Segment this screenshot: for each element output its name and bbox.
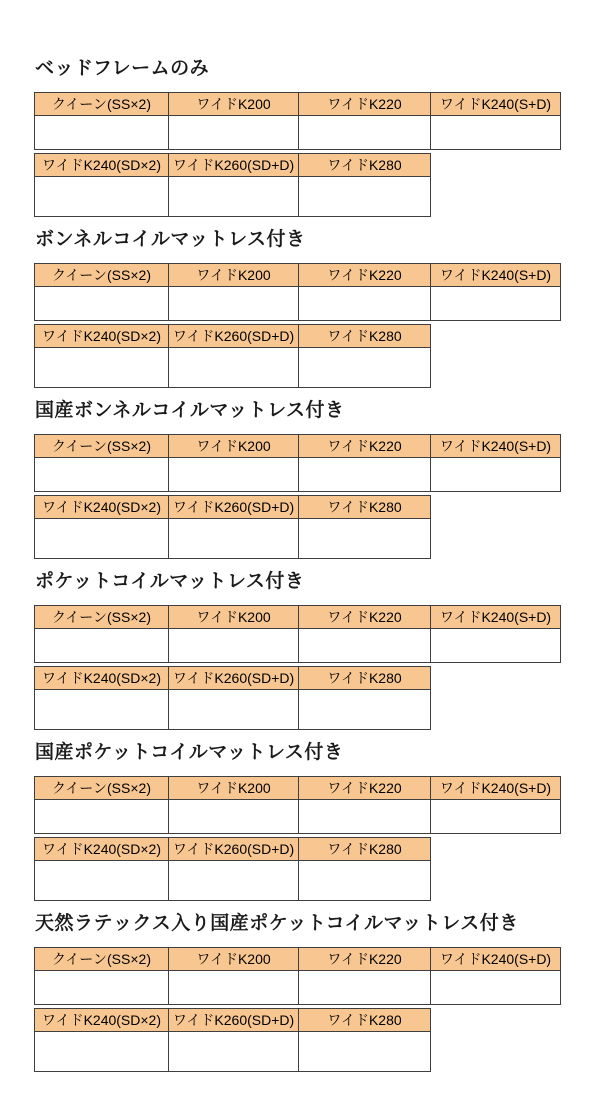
price-cell [169, 861, 299, 901]
price-cell [35, 971, 169, 1005]
price-cell [169, 116, 299, 150]
size-header-queen-ssx2: クイーン(SS×2) [35, 435, 169, 458]
size-header-wide-k280: ワイドK280 [299, 1009, 431, 1032]
size-header-queen-ssx2: クイーン(SS×2) [35, 777, 169, 800]
price-cell [169, 971, 299, 1005]
size-header-row [35, 606, 561, 629]
price-cell [35, 800, 169, 834]
price-row [35, 1032, 431, 1072]
price-cell [35, 177, 169, 217]
section-domestic-pocket-coil-mattress [34, 740, 600, 901]
size-header-row [35, 325, 431, 348]
size-price-table-bottom [34, 153, 431, 217]
section-latex-domestic-pocket-coil-mattress [34, 911, 600, 1072]
price-cell [35, 348, 169, 388]
size-header-wide-k280: ワイドK280 [299, 667, 431, 690]
price-cell [431, 800, 561, 834]
price-cell [169, 177, 299, 217]
price-cell [169, 1032, 299, 1072]
price-row [35, 348, 431, 388]
price-cell [35, 519, 169, 559]
size-header-row [35, 264, 561, 287]
price-cell [35, 116, 169, 150]
size-header-wide-k260-sd-d: ワイドK260(SD+D) [169, 838, 299, 861]
price-cell [299, 458, 431, 492]
size-header-wide-k280: ワイドK280 [299, 325, 431, 348]
price-cell [35, 861, 169, 901]
price-cell [299, 116, 431, 150]
price-cell [169, 348, 299, 388]
section-title: 国産ボンネルコイルマットレス付き [35, 400, 345, 421]
size-header-wide-k240-s-d: ワイドK240(S+D) [431, 93, 561, 116]
price-cell [299, 287, 431, 321]
size-price-table-bottom [34, 666, 431, 730]
size-header-row [35, 1009, 431, 1032]
size-header-wide-k220: ワイドK220 [299, 435, 431, 458]
size-header-row [35, 435, 561, 458]
size-header-wide-k240-sdx2: ワイドK240(SD×2) [35, 1009, 169, 1032]
size-price-table-top [34, 776, 561, 834]
size-header-wide-k240-sdx2: ワイドK240(SD×2) [35, 154, 169, 177]
size-header-wide-k260-sd-d: ワイドK260(SD+D) [169, 154, 299, 177]
size-price-table-top [34, 263, 561, 321]
section-title: 国産ポケットコイルマットレス付き [35, 742, 344, 763]
size-header-wide-k260-sd-d: ワイドK260(SD+D) [169, 667, 299, 690]
price-cell [35, 629, 169, 663]
size-header-wide-k220: ワイドK220 [299, 948, 431, 971]
section-domestic-bonnell-coil-mattress [34, 398, 600, 559]
size-price-table-bottom [34, 1008, 431, 1072]
size-header-wide-k220: ワイドK220 [299, 93, 431, 116]
price-row [35, 861, 431, 901]
size-header-wide-k240-sdx2: ワイドK240(SD×2) [35, 667, 169, 690]
price-cell [169, 287, 299, 321]
size-header-wide-k220: ワイドK220 [299, 777, 431, 800]
size-header-wide-k280: ワイドK280 [299, 838, 431, 861]
section-title: ベッドフレームのみ [35, 58, 210, 79]
size-header-wide-k280: ワイドK280 [299, 154, 431, 177]
price-cell [169, 690, 299, 730]
price-cell [35, 1032, 169, 1072]
size-header-row [35, 667, 431, 690]
section-bonnell-coil-mattress [34, 227, 600, 388]
section-title: ボンネルコイルマットレス付き [35, 229, 306, 250]
size-price-table-bottom [34, 324, 431, 388]
size-header-wide-k240-s-d: ワイドK240(S+D) [431, 264, 561, 287]
price-cell [431, 458, 561, 492]
size-header-wide-k260-sd-d: ワイドK260(SD+D) [169, 496, 299, 519]
size-header-queen-ssx2: クイーン(SS×2) [35, 93, 169, 116]
price-cell [169, 458, 299, 492]
price-cell [299, 519, 431, 559]
price-row [35, 177, 431, 217]
size-header-row [35, 838, 431, 861]
size-header-wide-k220: ワイドK220 [299, 264, 431, 287]
price-cell [169, 800, 299, 834]
size-header-row [35, 496, 431, 519]
price-row [35, 629, 561, 663]
size-header-wide-k240-sdx2: ワイドK240(SD×2) [35, 325, 169, 348]
size-price-table-bottom [34, 837, 431, 901]
price-cell [299, 971, 431, 1005]
price-cell [431, 629, 561, 663]
size-price-table-top [34, 605, 561, 663]
size-price-table-top [34, 92, 561, 150]
price-row [35, 519, 431, 559]
size-header-wide-k240-s-d: ワイドK240(S+D) [431, 777, 561, 800]
size-header-wide-k260-sd-d: ワイドK260(SD+D) [169, 1009, 299, 1032]
size-header-wide-k220: ワイドK220 [299, 606, 431, 629]
price-cell [431, 287, 561, 321]
price-cell [431, 116, 561, 150]
size-header-wide-k200: ワイドK200 [169, 606, 299, 629]
price-row [35, 690, 431, 730]
size-header-wide-k240-sdx2: ワイドK240(SD×2) [35, 838, 169, 861]
price-row [35, 971, 561, 1005]
price-cell [431, 971, 561, 1005]
size-header-wide-k280: ワイドK280 [299, 496, 431, 519]
price-cell [35, 690, 169, 730]
size-price-table-top [34, 434, 561, 492]
size-header-wide-k240-sdx2: ワイドK240(SD×2) [35, 496, 169, 519]
section-title: 天然ラテックス入り国産ポケットコイルマットレス付き [35, 913, 519, 934]
size-header-row [35, 777, 561, 800]
price-cell [299, 629, 431, 663]
size-header-wide-k200: ワイドK200 [169, 777, 299, 800]
price-cell [169, 519, 299, 559]
price-cell [299, 177, 431, 217]
price-cell [169, 629, 299, 663]
size-header-row [35, 948, 561, 971]
price-cell [299, 861, 431, 901]
size-header-row [35, 93, 561, 116]
section-pocket-coil-mattress [34, 569, 600, 730]
price-cell [299, 1032, 431, 1072]
price-row [35, 800, 561, 834]
size-header-wide-k200: ワイドK200 [169, 264, 299, 287]
size-header-wide-k240-s-d: ワイドK240(S+D) [431, 606, 561, 629]
size-header-queen-ssx2: クイーン(SS×2) [35, 264, 169, 287]
section-title: ポケットコイルマットレス付き [35, 571, 305, 592]
price-row [35, 287, 561, 321]
size-price-table-top [34, 947, 561, 1005]
size-header-wide-k200: ワイドK200 [169, 93, 299, 116]
size-header-row [35, 154, 431, 177]
size-header-wide-k200: ワイドK200 [169, 435, 299, 458]
price-row [35, 458, 561, 492]
size-header-queen-ssx2: クイーン(SS×2) [35, 948, 169, 971]
price-row [35, 116, 561, 150]
section-bed-frame-only [34, 56, 600, 217]
price-cell [299, 690, 431, 730]
size-price-table-bottom [34, 495, 431, 559]
price-cell [35, 287, 169, 321]
size-header-wide-k240-s-d: ワイドK240(S+D) [431, 435, 561, 458]
price-cell [35, 458, 169, 492]
size-header-wide-k260-sd-d: ワイドK260(SD+D) [169, 325, 299, 348]
price-cell [299, 348, 431, 388]
price-cell [299, 800, 431, 834]
size-header-queen-ssx2: クイーン(SS×2) [35, 606, 169, 629]
size-header-wide-k240-s-d: ワイドK240(S+D) [431, 948, 561, 971]
size-header-wide-k200: ワイドK200 [169, 948, 299, 971]
